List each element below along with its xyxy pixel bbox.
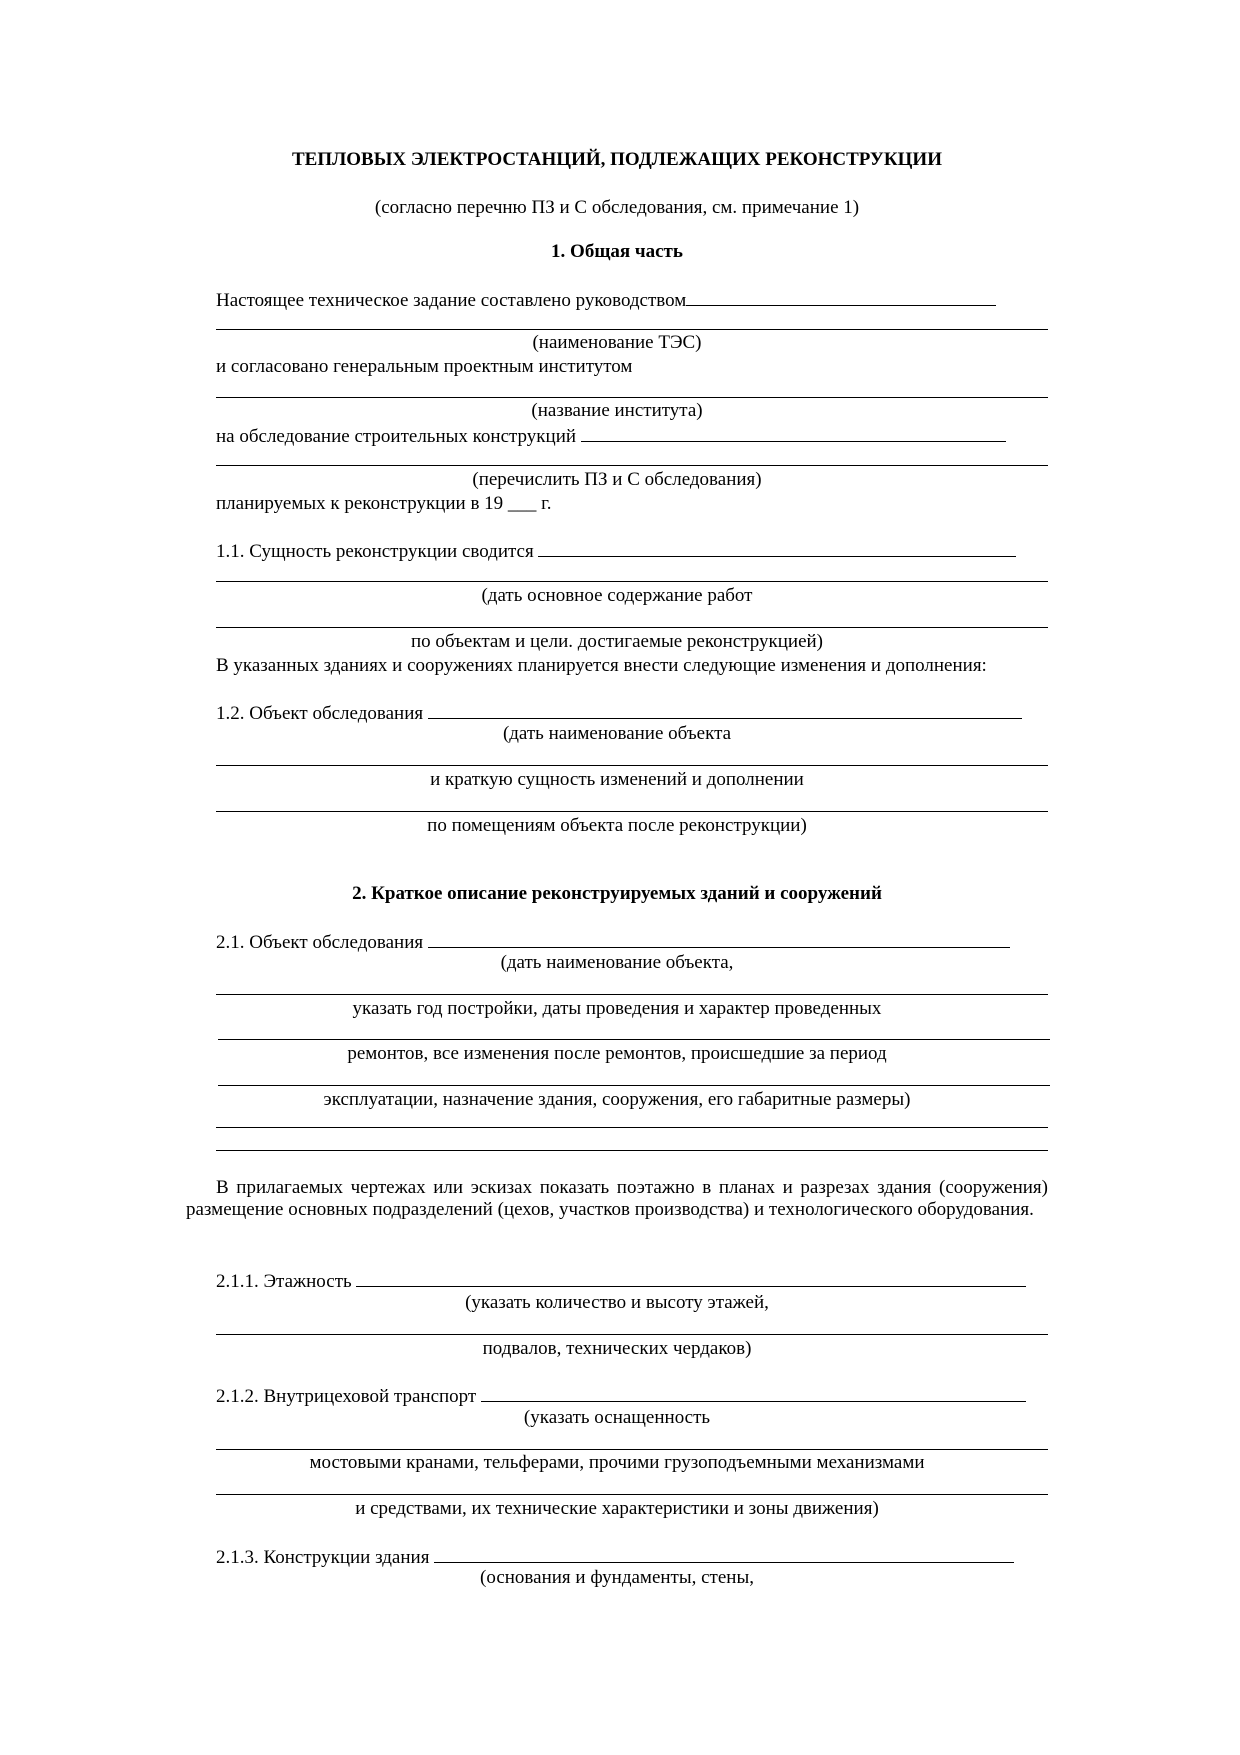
- p211-label: 2.1.1. Этажность: [216, 1271, 352, 1292]
- blank-line[interactable]: [216, 1494, 1048, 1495]
- p21-blank[interactable]: [428, 929, 1010, 948]
- blank-line[interactable]: [216, 765, 1048, 766]
- p212-hint1: (указать оснащенность: [523, 1407, 711, 1428]
- s1-line1-blank[interactable]: [686, 287, 996, 306]
- p213-hint1: (основания и фундаменты, стены,: [480, 1567, 754, 1588]
- section2-heading: 2. Краткое описание реконструируемых зданий и сооружений: [352, 883, 882, 904]
- document-title: ТЕПЛОВЫХ ЭЛЕКТРОСТАНЦИЙ, ПОДЛЕЖАЩИХ РЕКОНСТРУКЦИИ: [292, 149, 942, 170]
- p21-label: 2.1. Объект обследования: [216, 932, 424, 953]
- blank-line[interactable]: [216, 994, 1048, 995]
- blank-line[interactable]: [218, 1039, 1050, 1040]
- blank-line[interactable]: [216, 1150, 1048, 1151]
- p21-hint1: (дать наименование объекта,: [500, 952, 734, 973]
- s1-line1: [216, 287, 996, 311]
- drawings-paragraph: В прилагаемых чертежах или эскизах показать поэтажно в планах и разрезах здания (сооружения) размещение основных подразделений (цехов, участков производства) и технологического оборудования.: [186, 1177, 1048, 1220]
- p12-hint2: и краткую сущность изменений и дополнении: [430, 769, 804, 790]
- s1-line2: и согласовано генеральным проектным институтом: [216, 356, 633, 377]
- p12-blank[interactable]: [428, 700, 1022, 719]
- p213-line: [216, 1544, 1014, 1568]
- s1-line3: [216, 423, 1006, 447]
- blank-line[interactable]: [216, 465, 1048, 466]
- blank-line[interactable]: [216, 627, 1048, 628]
- s1-hint-list: (перечислить ПЗ и С обследования): [472, 469, 762, 490]
- p211-line: [216, 1268, 1026, 1292]
- p11-hint2: по объектам и цели. достигаемые реконструкцией): [410, 631, 824, 652]
- p11-note: В указанных зданиях и сооружениях планируется внести следующие изменения и дополнения:: [216, 655, 987, 676]
- p211-hint2: подвалов, технических чердаков): [482, 1338, 752, 1359]
- blank-line[interactable]: [216, 1127, 1048, 1128]
- p11-blank[interactable]: [538, 538, 1016, 557]
- p21-line: [216, 929, 1010, 953]
- p212-hint3: и средствами, их технические характеристики и зоны движения): [355, 1498, 879, 1519]
- p213-label: 2.1.3. Конструкции здания: [216, 1547, 430, 1568]
- p21-hint3: ремонтов, все изменения после ремонтов, происшедшие за период: [347, 1043, 887, 1064]
- blank-line[interactable]: [216, 1449, 1048, 1450]
- p11-hint1: (дать основное содержание работ: [481, 585, 753, 606]
- s1-line1-text: Настоящее техническое задание составлено руководством: [216, 290, 687, 311]
- p21-hint4: эксплуатации, назначение здания, сооружения, его габаритные размеры): [323, 1089, 911, 1110]
- blank-line[interactable]: [216, 581, 1048, 582]
- s1-line3-text: на обследование строительных конструкций: [216, 426, 577, 447]
- p11-line: [216, 538, 1016, 562]
- s1-hint-institute: (название института): [531, 400, 703, 421]
- section1-heading: 1. Общая часть: [551, 241, 683, 262]
- p211-blank[interactable]: [356, 1268, 1026, 1287]
- p211-hint1: (указать количество и высоту этажей,: [465, 1292, 769, 1313]
- p213-blank[interactable]: [434, 1544, 1014, 1563]
- blank-line[interactable]: [216, 397, 1048, 398]
- p12-label: 1.2. Объект обследования: [216, 703, 424, 724]
- blank-line[interactable]: [216, 329, 1048, 330]
- blank-line[interactable]: [218, 1085, 1050, 1086]
- s1-line3-blank[interactable]: [581, 423, 1006, 442]
- p212-hint2: мостовыми кранами, тельферами, прочими грузоподъемными механизмами: [309, 1452, 925, 1473]
- p212-blank[interactable]: [481, 1383, 1026, 1402]
- blank-line[interactable]: [216, 1334, 1048, 1335]
- p12-line: [216, 700, 1022, 724]
- blank-line[interactable]: [216, 811, 1048, 812]
- document-subtitle: (согласно перечню ПЗ и С обследования, см. примечание 1): [374, 197, 860, 218]
- p21-hint2: указать год постройки, даты проведения и характер проведенных: [352, 998, 882, 1019]
- p212-line: [216, 1383, 1026, 1407]
- s1-hint-tes: (наименование ТЭС): [532, 332, 702, 353]
- p12-hint3: по помещениям объекта после реконструкции): [427, 815, 807, 836]
- p212-label: 2.1.2. Внутрицеховой транспорт: [216, 1386, 477, 1407]
- p11-label: 1.1. Сущность реконструкции сводится: [216, 541, 534, 562]
- p12-hint1: (дать наименование объекта: [502, 723, 732, 744]
- s1-line4: планируемых к реконструкции в 19 ___ г.: [216, 493, 552, 514]
